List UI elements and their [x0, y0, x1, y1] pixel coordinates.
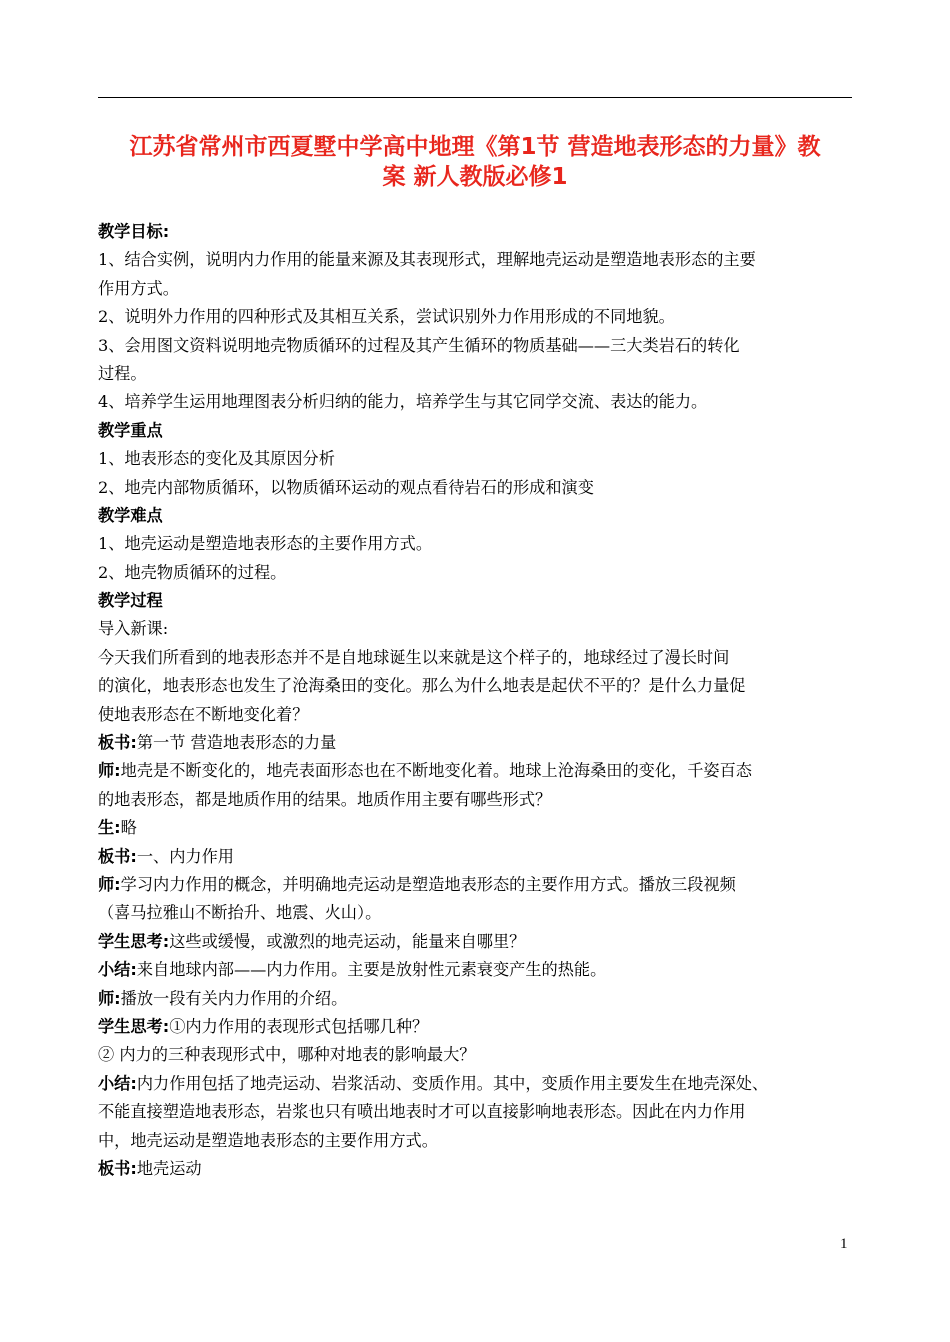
line-text: （喜马拉雅山不断抬升、地震、火山）。 [98, 903, 382, 923]
line-label: 师: [98, 874, 121, 894]
text-line [98, 928, 858, 956]
line-text: 学习内力作用的概念，并明确地壳运动是塑造地表形态的主要作用方式。播放三段视频 [120, 874, 736, 894]
line-text: 的地表形态，都是地质作用的结果。地质作用主要有哪些形式？ [98, 789, 552, 809]
line-text: 略 [120, 818, 137, 838]
line-label: 学生思考: [98, 931, 170, 951]
text-line [98, 417, 858, 445]
text-line [98, 303, 858, 331]
line-label: 师: [98, 988, 121, 1008]
line-label: 教学目标: [98, 222, 170, 241]
line-label: 学生思考: [98, 1016, 170, 1036]
text-line [98, 275, 858, 303]
title-line-2: 案 新人教版必修1 [382, 164, 568, 190]
text-line [98, 786, 858, 814]
line-text: 第一节 营造地表形态的力量 [136, 733, 337, 753]
line-label: 生: [98, 818, 121, 838]
line-text: 不能直接塑造地表形态，岩浆也只有喷出地表时才可以直接影响地表形态。因此在内力作用 [98, 1102, 746, 1122]
line-label: 小结: [98, 1073, 137, 1093]
text-line [98, 757, 858, 785]
text-line [98, 1013, 858, 1041]
text-line [98, 615, 858, 643]
text-line [98, 587, 858, 615]
line-text: 过程。 [98, 363, 147, 383]
text-line [98, 644, 858, 672]
text-line [98, 1098, 858, 1126]
text-line [98, 871, 858, 899]
text-line [98, 332, 858, 360]
text-line [98, 701, 858, 729]
line-text: ①内力作用的表现形式包括哪几种？ [169, 1016, 429, 1036]
document-title [98, 132, 852, 192]
text-line [98, 1041, 858, 1069]
line-text: 2、说明外力作用的四种形式及其相互关系，尝试识别外力作用形成的不同地貌。 [98, 307, 675, 327]
text-line [98, 729, 858, 757]
text-line [98, 530, 858, 558]
text-line [98, 360, 858, 388]
line-text: 这些或缓慢，或激烈的地壳运动，能量来自哪里？ [169, 931, 526, 951]
line-text: 导入新课: [98, 619, 169, 639]
line-text: 2、地壳内部物质循环，以物质循环运动的观点看待岩石的形成和演变 [98, 477, 594, 497]
line-text: 地壳是不断变化的，地壳表面形态也在不断地变化着。地球上沧海桑田的变化，千姿百态 [120, 761, 752, 781]
line-text: 1、地壳运动是塑造地表形态的主要作用方式。 [98, 534, 433, 554]
text-line [98, 246, 858, 274]
line-text: 播放一段有关内力作用的介绍。 [120, 988, 348, 1008]
line-text: 使地表形态在不断地变化着？ [98, 704, 309, 724]
line-text: 3、会用图文资料说明地壳物质循环的过程及其产生循环的物质基础——三大类岩石的转化 [98, 335, 740, 355]
line-label: 板书: [98, 846, 137, 866]
text-line [98, 814, 858, 842]
line-text: 4、培养学生运用地理图表分析归纳的能力，培养学生与其它同学交流、表达的能力。 [98, 392, 708, 412]
page-number: 1 [840, 1236, 848, 1252]
line-text: 地壳运动 [136, 1158, 202, 1178]
text-line [98, 559, 858, 587]
line-text: 一、内力作用 [136, 846, 234, 866]
text-line [98, 1127, 858, 1155]
line-text: 作用方式。 [98, 278, 179, 298]
text-line [98, 474, 858, 502]
text-line [98, 985, 858, 1013]
line-text: 今天我们所看到的地表形态并不是自地球诞生以来就是这个样子的，地球经过了漫长时间 [98, 647, 730, 667]
text-line [98, 502, 858, 530]
line-text: 1、结合实例，说明内力作用的能量来源及其表现形式，理解地壳运动是塑造地表形态的主要 [98, 250, 756, 270]
line-label: 教学过程 [98, 591, 163, 611]
line-label: 板书: [98, 733, 137, 753]
line-label: 师: [98, 761, 121, 781]
text-line [98, 899, 858, 927]
text-line [98, 843, 858, 871]
text-line [98, 1155, 858, 1183]
line-label: 板书: [98, 1158, 137, 1178]
text-line [98, 218, 858, 246]
text-line [98, 1070, 858, 1098]
document-body [98, 218, 858, 1183]
line-text: 的演化，地表形态也发生了沧海桑田的变化。那么为什么地表是起伏不平的？是什么力量促 [98, 676, 746, 696]
line-label: 小结: [98, 960, 137, 980]
text-line [98, 445, 858, 473]
title-line-1: 江苏省常州市西夏墅中学高中地理《第1节 营造地表形态的力量》教 [129, 134, 821, 160]
header-rule [98, 97, 852, 98]
line-text: 1、地表形态的变化及其原因分析 [98, 449, 335, 469]
text-line [98, 388, 858, 416]
line-label: 教学重点 [98, 420, 163, 440]
text-line [98, 672, 858, 700]
line-label: 教学难点 [98, 505, 163, 525]
line-text: 中，地壳运动是塑造地表形态的主要作用方式。 [98, 1130, 438, 1150]
line-text: 2、地壳物质循环的过程。 [98, 562, 287, 582]
text-line [98, 956, 858, 984]
line-text: 内力作用包括了地壳运动、岩浆活动、变质作用。其中，变质作用主要发生在地壳深处、 [136, 1073, 769, 1093]
line-text: ② 内力的三种表现形式中，哪种对地表的影响最大？ [98, 1045, 476, 1065]
line-text: 来自地球内部——内力作用。主要是放射性元素衰变产生的热能。 [136, 960, 607, 980]
